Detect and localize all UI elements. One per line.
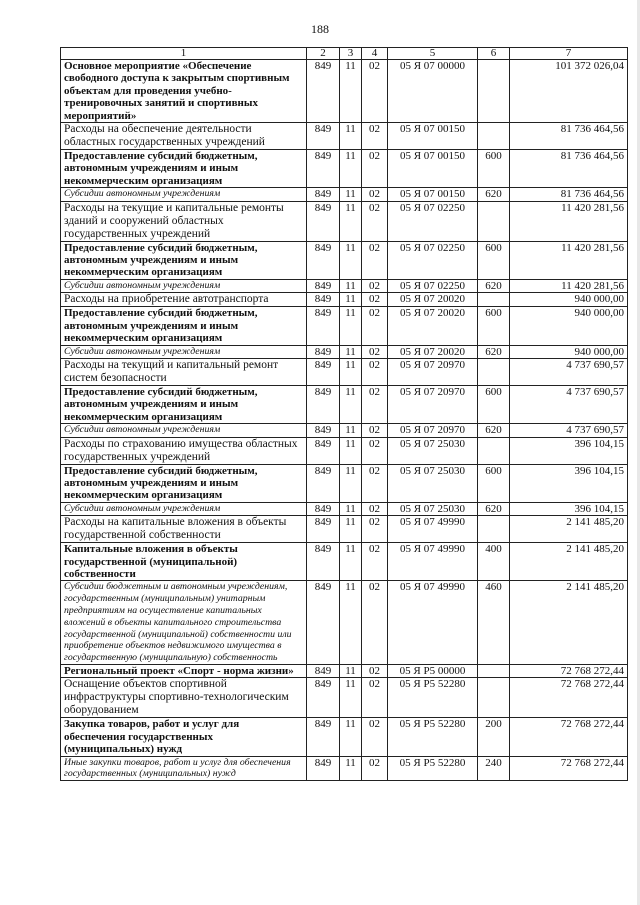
- row-description: Субсидии автономным учреждениям: [61, 424, 307, 437]
- col-target-article: 05 Я 07 00150: [388, 150, 478, 188]
- row-description: Региональный проект «Спорт - норма жизни»: [61, 664, 307, 677]
- col-expense-type: 200: [478, 718, 510, 756]
- col-expense-type: 600: [478, 307, 510, 345]
- col-admin-code: 849: [307, 502, 340, 515]
- col-amount: 101 372 026,04: [510, 60, 628, 123]
- col-subsection: 02: [362, 678, 388, 718]
- column-header: 6: [478, 48, 510, 60]
- col-admin-code: 849: [307, 150, 340, 188]
- col-section: 11: [340, 516, 362, 543]
- col-subsection: 02: [362, 293, 388, 307]
- col-expense-type: [478, 678, 510, 718]
- col-expense-type: 600: [478, 150, 510, 188]
- col-target-article: 05 Я P5 00000: [388, 664, 478, 677]
- col-amount: 2 141 485,20: [510, 581, 628, 665]
- col-subsection: 02: [362, 279, 388, 292]
- column-header: 4: [362, 48, 388, 60]
- row-description: Субсидии автономным учреждениям: [61, 345, 307, 358]
- col-section: 11: [340, 464, 362, 502]
- row-description: Расходы на обеспечение деятельности областных государственных учреждений: [61, 123, 307, 150]
- col-admin-code: 849: [307, 307, 340, 345]
- col-target-article: 05 Я 07 25030: [388, 437, 478, 464]
- table-row: [61, 358, 628, 385]
- col-subsection: 02: [362, 150, 388, 188]
- col-admin-code: 849: [307, 581, 340, 665]
- budget-table: [60, 47, 628, 781]
- row-description: Закупка товаров, работ и услуг для обеспечения государственных (муниципальных) нужд: [61, 718, 307, 756]
- table-row: [61, 307, 628, 345]
- table-row: [61, 279, 628, 292]
- col-section: 11: [340, 123, 362, 150]
- table-row: [61, 345, 628, 358]
- col-target-article: 05 Я 07 25030: [388, 464, 478, 502]
- col-admin-code: 849: [307, 464, 340, 502]
- table-row: [61, 756, 628, 781]
- col-section: 11: [340, 241, 362, 279]
- col-target-article: 05 Я 07 25030: [388, 502, 478, 515]
- col-admin-code: 849: [307, 345, 340, 358]
- col-expense-type: 400: [478, 543, 510, 581]
- col-section: 11: [340, 279, 362, 292]
- col-section: 11: [340, 424, 362, 437]
- col-amount: 940 000,00: [510, 307, 628, 345]
- col-target-article: 05 Я 07 49990: [388, 543, 478, 581]
- col-amount: 940 000,00: [510, 345, 628, 358]
- row-description: Предоставление субсидий бюджетным, автономным учреждениям и иным некоммерческим организациям: [61, 464, 307, 502]
- col-section: 11: [340, 307, 362, 345]
- col-expense-type: [478, 437, 510, 464]
- page-number: 188: [311, 22, 329, 36]
- table-row: [61, 293, 628, 307]
- col-target-article: 05 Я 07 20020: [388, 345, 478, 358]
- col-expense-type: [478, 358, 510, 385]
- col-amount: 72 768 272,44: [510, 664, 628, 677]
- col-subsection: 02: [362, 516, 388, 543]
- col-expense-type: 620: [478, 279, 510, 292]
- col-target-article: 05 Я 07 20970: [388, 385, 478, 423]
- col-subsection: 02: [362, 358, 388, 385]
- col-amount: 72 768 272,44: [510, 678, 628, 718]
- col-section: 11: [340, 718, 362, 756]
- col-expense-type: 240: [478, 756, 510, 781]
- col-admin-code: 849: [307, 437, 340, 464]
- table-row: [61, 60, 628, 123]
- table-header-row: [61, 48, 628, 60]
- table-row: [61, 664, 628, 677]
- col-admin-code: 849: [307, 678, 340, 718]
- table-row: [61, 437, 628, 464]
- col-expense-type: 600: [478, 385, 510, 423]
- col-section: 11: [340, 502, 362, 515]
- col-target-article: 05 Я 07 02250: [388, 201, 478, 241]
- col-target-article: 05 Я 07 49990: [388, 516, 478, 543]
- row-description: Иные закупки товаров, работ и услуг для обеспечения государственных (муниципальных) нужд: [61, 756, 307, 781]
- table-row: [61, 464, 628, 502]
- col-subsection: 02: [362, 718, 388, 756]
- col-admin-code: 849: [307, 516, 340, 543]
- col-expense-type: 460: [478, 581, 510, 665]
- col-admin-code: 849: [307, 201, 340, 241]
- table-row: [61, 424, 628, 437]
- col-expense-type: 600: [478, 241, 510, 279]
- table-row: [61, 543, 628, 581]
- row-description: Предоставление субсидий бюджетным, автономным учреждениям и иным некоммерческим организациям: [61, 385, 307, 423]
- col-amount: 11 420 281,56: [510, 201, 628, 241]
- table-row: [61, 123, 628, 150]
- col-expense-type: 620: [478, 345, 510, 358]
- col-expense-type: 620: [478, 188, 510, 201]
- row-description: Предоставление субсидий бюджетным, автономным учреждениям и иным некоммерческим организациям: [61, 241, 307, 279]
- col-amount: 396 104,15: [510, 502, 628, 515]
- table-row: [61, 241, 628, 279]
- col-amount: 72 768 272,44: [510, 756, 628, 781]
- col-admin-code: 849: [307, 123, 340, 150]
- col-subsection: 02: [362, 502, 388, 515]
- table-row: [61, 201, 628, 241]
- col-subsection: 02: [362, 123, 388, 150]
- col-section: 11: [340, 385, 362, 423]
- col-section: 11: [340, 60, 362, 123]
- col-admin-code: 849: [307, 188, 340, 201]
- row-description: Расходы на текущие и капитальные ремонты зданий и сооружений областных государственных учреждений: [61, 201, 307, 241]
- col-subsection: 02: [362, 60, 388, 123]
- table-row: [61, 188, 628, 201]
- column-header: 2: [307, 48, 340, 60]
- col-amount: 11 420 281,56: [510, 241, 628, 279]
- col-amount: 2 141 485,20: [510, 543, 628, 581]
- col-admin-code: 849: [307, 543, 340, 581]
- col-expense-type: [478, 293, 510, 307]
- col-section: 11: [340, 437, 362, 464]
- col-subsection: 02: [362, 437, 388, 464]
- col-amount: 81 736 464,56: [510, 123, 628, 150]
- col-amount: 396 104,15: [510, 437, 628, 464]
- col-target-article: 05 Я 07 20970: [388, 358, 478, 385]
- col-section: 11: [340, 345, 362, 358]
- col-admin-code: 849: [307, 756, 340, 781]
- col-target-article: 05 Я 07 20020: [388, 307, 478, 345]
- col-expense-type: [478, 123, 510, 150]
- col-subsection: 02: [362, 581, 388, 665]
- col-section: 11: [340, 358, 362, 385]
- col-target-article: 05 Я 07 00150: [388, 188, 478, 201]
- col-section: 11: [340, 664, 362, 677]
- col-subsection: 02: [362, 307, 388, 345]
- col-admin-code: 849: [307, 293, 340, 307]
- col-amount: 4 737 690,57: [510, 358, 628, 385]
- col-admin-code: 849: [307, 241, 340, 279]
- col-section: 11: [340, 188, 362, 201]
- col-subsection: 02: [362, 664, 388, 677]
- col-admin-code: 849: [307, 60, 340, 123]
- col-subsection: 02: [362, 424, 388, 437]
- col-target-article: 05 Я 07 49990: [388, 581, 478, 665]
- col-target-article: 05 Я P5 52280: [388, 718, 478, 756]
- col-subsection: 02: [362, 385, 388, 423]
- col-amount: 4 737 690,57: [510, 385, 628, 423]
- row-description: Расходы на текущий и капитальный ремонт систем безопасности: [61, 358, 307, 385]
- col-subsection: 02: [362, 345, 388, 358]
- column-header: 1: [61, 48, 307, 60]
- col-expense-type: 600: [478, 464, 510, 502]
- col-expense-type: [478, 664, 510, 677]
- col-amount: 4 737 690,57: [510, 424, 628, 437]
- col-target-article: 05 Я 07 00150: [388, 123, 478, 150]
- col-amount: 81 736 464,56: [510, 188, 628, 201]
- col-subsection: 02: [362, 543, 388, 581]
- col-target-article: 05 Я 07 20020: [388, 293, 478, 307]
- col-subsection: 02: [362, 241, 388, 279]
- col-target-article: 05 Я P5 52280: [388, 678, 478, 718]
- col-section: 11: [340, 678, 362, 718]
- col-admin-code: 849: [307, 664, 340, 677]
- table-row: [61, 581, 628, 665]
- table-row: [61, 150, 628, 188]
- col-amount: 72 768 272,44: [510, 718, 628, 756]
- column-header: 7: [510, 48, 628, 60]
- col-target-article: 05 Я 07 02250: [388, 241, 478, 279]
- col-subsection: 02: [362, 201, 388, 241]
- row-description: Предоставление субсидий бюджетным, автономным учреждениям и иным некоммерческим организациям: [61, 150, 307, 188]
- col-amount: 940 000,00: [510, 293, 628, 307]
- row-description: Субсидии автономным учреждениям: [61, 502, 307, 515]
- row-description: Расходы по страхованию имущества областных государственных учреждений: [61, 437, 307, 464]
- row-description: Субсидии бюджетным и автономным учреждениям, государственным (муниципальным) унитарным предприятиям на осуществление капитальных вложений в объекты капитального строительства государственной (муниципальной) собственности или приобретение объектов недвижимого имущества в государственную (муниципальную) собственность: [61, 581, 307, 665]
- col-amount: 396 104,15: [510, 464, 628, 502]
- col-subsection: 02: [362, 756, 388, 781]
- col-admin-code: 849: [307, 385, 340, 423]
- col-target-article: 05 Я 07 02250: [388, 279, 478, 292]
- table-row: [61, 718, 628, 756]
- col-expense-type: 620: [478, 424, 510, 437]
- row-description: Субсидии автономным учреждениям: [61, 279, 307, 292]
- col-section: 11: [340, 150, 362, 188]
- col-target-article: 05 Я 07 00000: [388, 60, 478, 123]
- col-section: 11: [340, 756, 362, 781]
- col-section: 11: [340, 581, 362, 665]
- col-admin-code: 849: [307, 279, 340, 292]
- row-description: Основное мероприятие «Обеспечение свободного доступа к закрытым спортивным объектам для проведения учебно-тренировочных занятий и спортивных мероприятий»: [61, 60, 307, 123]
- col-amount: 81 736 464,56: [510, 150, 628, 188]
- col-section: 11: [340, 201, 362, 241]
- col-expense-type: 620: [478, 502, 510, 515]
- col-expense-type: [478, 201, 510, 241]
- table-row: [61, 385, 628, 423]
- col-subsection: 02: [362, 464, 388, 502]
- row-description: Оснащение объектов спортивной инфраструктуры спортивно-технологическим оборудованием: [61, 678, 307, 718]
- col-admin-code: 849: [307, 358, 340, 385]
- col-subsection: 02: [362, 188, 388, 201]
- col-amount: 11 420 281,56: [510, 279, 628, 292]
- column-header: 5: [388, 48, 478, 60]
- row-description: Капитальные вложения в объекты государственной (муниципальной) собственности: [61, 543, 307, 581]
- row-description: Расходы на приобретение автотранспорта: [61, 293, 307, 307]
- col-expense-type: [478, 60, 510, 123]
- table-row: [61, 678, 628, 718]
- row-description: Субсидии автономным учреждениям: [61, 188, 307, 201]
- col-section: 11: [340, 293, 362, 307]
- table-row: [61, 502, 628, 515]
- table-row: [61, 516, 628, 543]
- col-amount: 2 141 485,20: [510, 516, 628, 543]
- col-target-article: 05 Я 07 20970: [388, 424, 478, 437]
- col-admin-code: 849: [307, 424, 340, 437]
- row-description: Расходы на капитальные вложения в объекты государственной собственности: [61, 516, 307, 543]
- col-admin-code: 849: [307, 718, 340, 756]
- column-header: 3: [340, 48, 362, 60]
- col-section: 11: [340, 543, 362, 581]
- col-expense-type: [478, 516, 510, 543]
- row-description: Предоставление субсидий бюджетным, автономным учреждениям и иным некоммерческим организациям: [61, 307, 307, 345]
- col-target-article: 05 Я P5 52280: [388, 756, 478, 781]
